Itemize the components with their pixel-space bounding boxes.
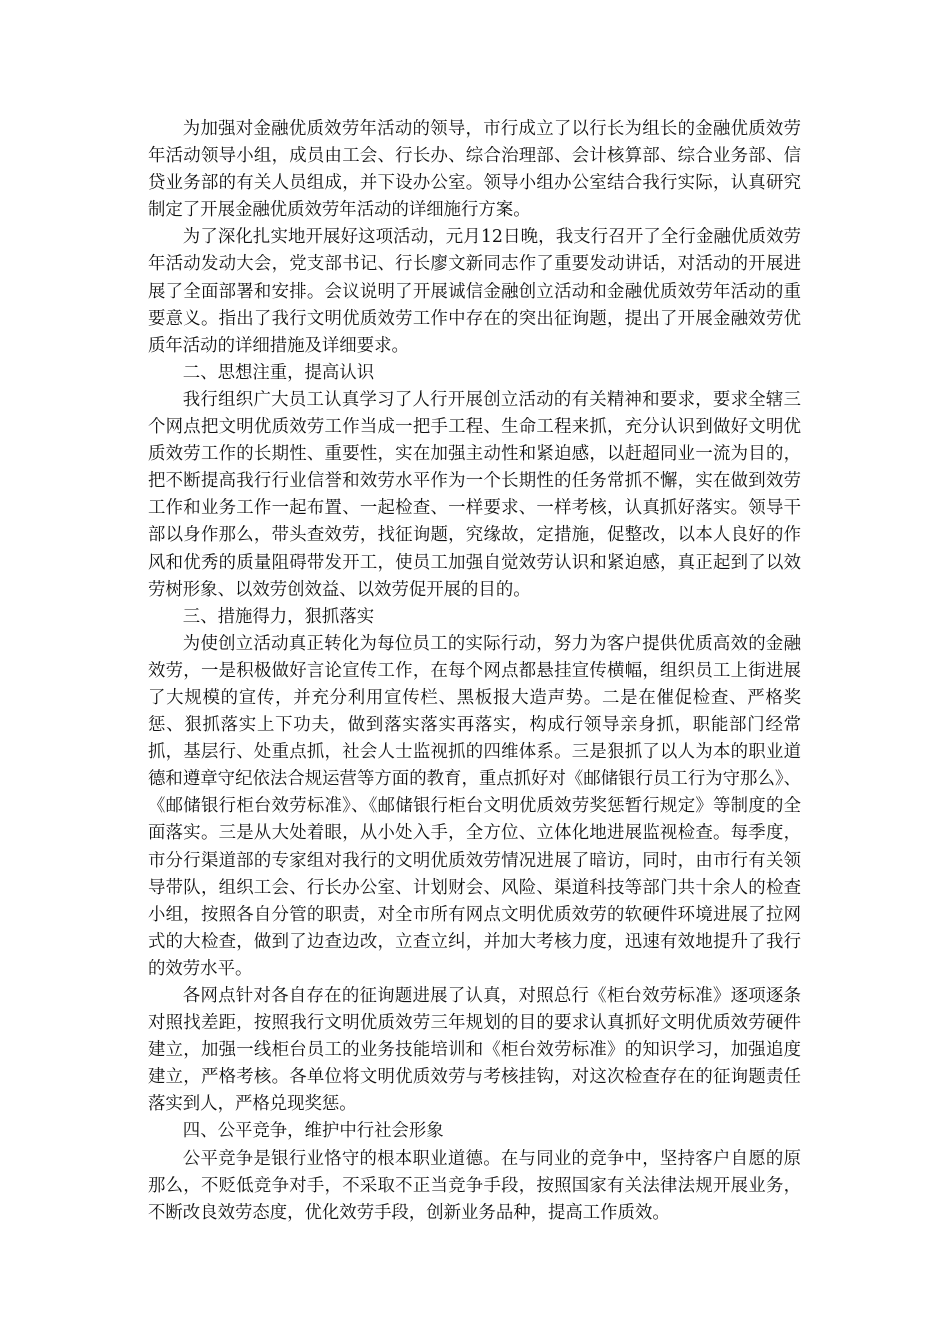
- paragraph-branch-rectification: 各网点针对各自存在的征询题进展了认真，对照总行《柜台效劳标准》逐项逐条对照找差距，按照我行文明优质效劳三年规划的目的要求认真抓好文明优质效劳硬件建立，加强一线柜台员工的业务技能培训和《柜台效劳标准》的知识学习，加强追度建立，严格考核。各单位将文明优质效劳与考核挂钩，对这次检查存在的征询题责任落实到人，严格兑现奖惩。: [148, 986, 801, 1115]
- paragraph-measures: 为使创立活动真正转化为每位员工的实际行动，努力为客户提供优质高效的金融效劳，一是积极做好言论宣传工作，在每个网点都悬挂宣传横幅，组织员工上街进展了大规模的宣传，并充分利用宣传栏、黑板报大造声势。二是在催促检查、严格奖惩、狠抓落实上下功夫，做到落实落实再落实，构成行领导亲身抓，职能部门经常抓，基层行、处重点抓，社会人士监视抓的四维体系。三是狠抓了以人为本的职业道德和遵章守纪依法合规运营等方面的教育，重点抓好对《邮储银行员工行为守那么》、《邮储银行柜台效劳标准》、《邮储银行柜台文明优质效劳奖惩暂行规定》等制度的全面落实。三是从大处着眼，从小处入手，全方位、立体化地进展监视检查。每季度，市分行渠道部的专家组对我行的文明优质效劳情况进展了暗访，同时，由市行有关领导带队，组织工会、行长办公室、计划财会、风险、渠道科技等部门共十余人的检查小组，按照各自分管的职责，对全市所有网点文明优质效劳的软硬件环境进展了拉网式的大检查，做到了边查边改，立查立纠，并加大考核力度，迅速有效地提升了我行的效劳水平。: [148, 633, 801, 979]
- paragraph-leadership-group: 为加强对金融优质效劳年活动的领导，市行成立了以行长为组长的金融优质效劳年活动领导小组，成员由工会、行长办、综合治理部、会计核算部、综合业务部、信贷业务部的有关人员组成，并下设办公室。领导小组办公室结合我行实际，认真研究制定了开展金融优质效劳年活动的详细施行方案。: [148, 119, 801, 221]
- paragraph-launch-meeting: 为了深化扎实地开展好这项活动，元月12日晚，我支行召开了全行金融优质效劳年活动发动大会，党支部书记、行长廖文新同志作了重要发动讲话，对活动的开展进展了全面部署和安排。会议说明了开展诚信金融创立活动和金融优质效劳年活动的重要意义。指出了我行文明优质效劳工作中存在的突出征询题，提出了开展金融效劳优质年活动的详细措施及详细要求。: [148, 227, 801, 356]
- paragraph-awareness: 我行组织广大员工认真学习了人行开展创立活动的有关精神和要求，要求全辖三个网点把文明优质效劳工作当成一把手工程、生命工程来抓，充分认识到做好文明优质效劳工作的长期性、重要性，实在加强主动性和紧迫感，以赶超同业一流为目的，把不断提高我行行业信誉和效劳水平作为一个长期性的任务常抓不懈，实在做到效劳工作和业务工作一起布置、一起检查、一样要求、一样考核，认真抓好落实。领导干部以身作那么，带头查效劳，找征询题，究缘故，定措施，促整改，以本人良好的作风和优秀的质量阻碍带发开工，使员工加强自觉效劳认识和紧迫感，真正起到了以效劳树形象、以效劳创效益、以效劳促开展的目的。: [148, 389, 801, 600]
- section-heading-2: 二、思想注重，提高认识: [182, 362, 375, 383]
- section-heading-4: 四、公平竞争，维护中行社会形象: [182, 1121, 444, 1142]
- section-heading-3: 三、措施得力，狠抓落实: [182, 606, 375, 627]
- document-body: [148, 116, 801, 1227]
- paragraph-fair-competition: 公平竞争是银行业恪守的根本职业道德。在与同业的竞争中，坚持客户自愿的原那么，不贬低竞争对手，不采取不正当竞争手段，按照国家有关法律法规开展业务，不断改良效劳态度，优化效劳手段，创新业务品种，提高工作质效。: [148, 1148, 801, 1223]
